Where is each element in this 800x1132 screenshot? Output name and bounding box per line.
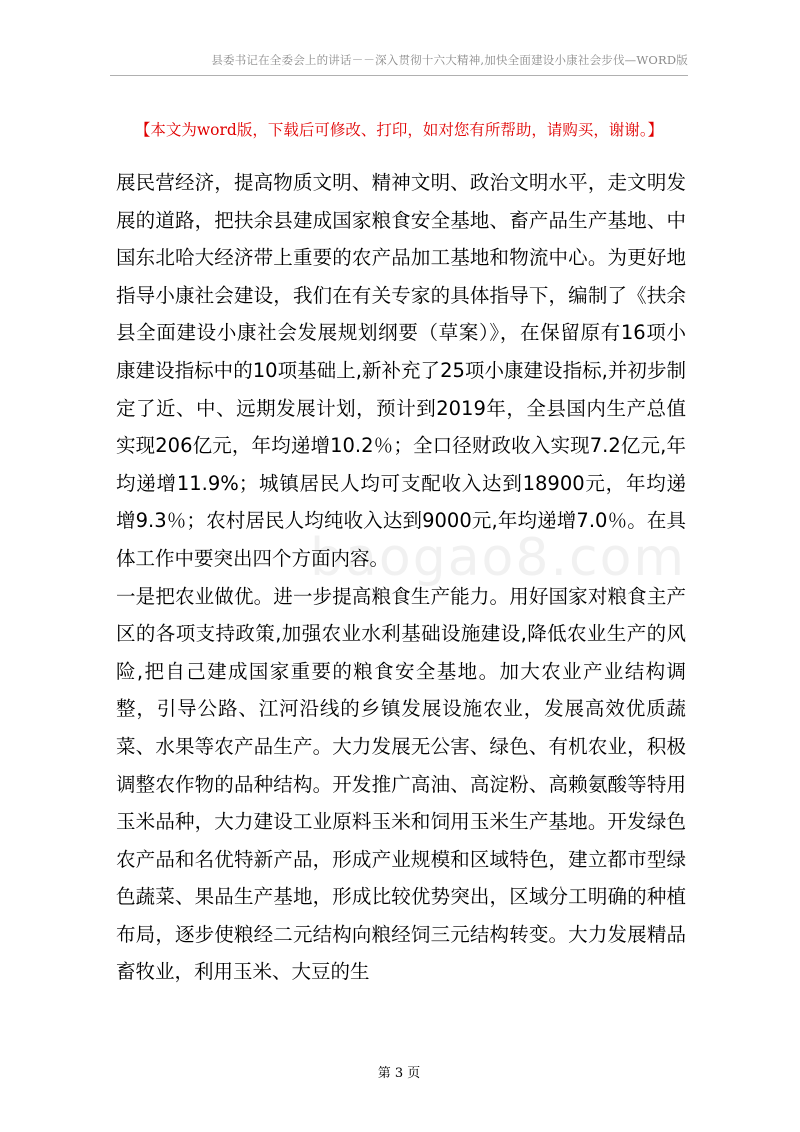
- running-header: 县委书记在全委会上的讲话－－深入贯彻十六大精神,加快全面建设小康社会步伐—WORD版: [211, 53, 688, 67]
- body-text: [116, 164, 686, 991]
- paragraph-1: 展民营经济，提高物质文明、精神文明、政治文明水平，走文明发展的道路，把扶余县建成国家粮食安全基地、畜产品生产基地、中国东北哈大经济带上重要的农产品加工基地和物流中心。为更好地指导小康社会建设，我们在有关专家的具体指导下，编制了《扶余县全面建设小康社会发展规划纲要（草案）》，在保留原有16项小康建设指标中的10项基础上,新补充了25项小康建设指标,并初步制定了近、中、远期发展计划，预计到2019年，全县国内生产总值实现206亿元，年均递增10.2％；全口径财政收入实现7.2亿元,年均递增11.9%；城镇居民人均可支配收入达到18900元，年均递增9.3％；农村居民人均纯收入达到9000元,年均递增7.0％。在具体工作中要突出四个方面内容。: [116, 171, 686, 570]
- page-number: 第 3 页: [377, 1066, 421, 1081]
- download-notice: 【本文为word版，下载后可修改、打印，如对您有所帮助，请购买，谢谢。】: [134, 121, 664, 139]
- paragraph-2: 一是把农业做优。进一步提高粮食生产能力。用好国家对粮食主产区的各项支持政策,加强农业水利基础设施建设,降低农业生产的风险,把自己建成国家重要的粮食安全基地。加大农业产业结构调整，引导公路、江河沿线的乡镇发展设施农业，发展高效优质蔬菜、水果等农产品生产。大力发展无公害、绿色、有机农业，积极调整农作物的品种结构。开发推广高油、高淀粉、高赖氨酸等特用玉米品种，大力建设工业原料玉米和饲用玉米生产基地。开发绿色农产品和名优特新产品，形成产业规模和区域特色，建立都市型绿色蔬菜、果品生产基地，形成比较优势突出，区域分工明确的种植布局，逐步使粮经二元结构向粮经饲三元结构转变。大力发展精品畜牧业，利用玉米、大豆的生: [116, 584, 686, 984]
- header-divider: [110, 75, 688, 76]
- watermark: baogao8.com: [310, 528, 687, 588]
